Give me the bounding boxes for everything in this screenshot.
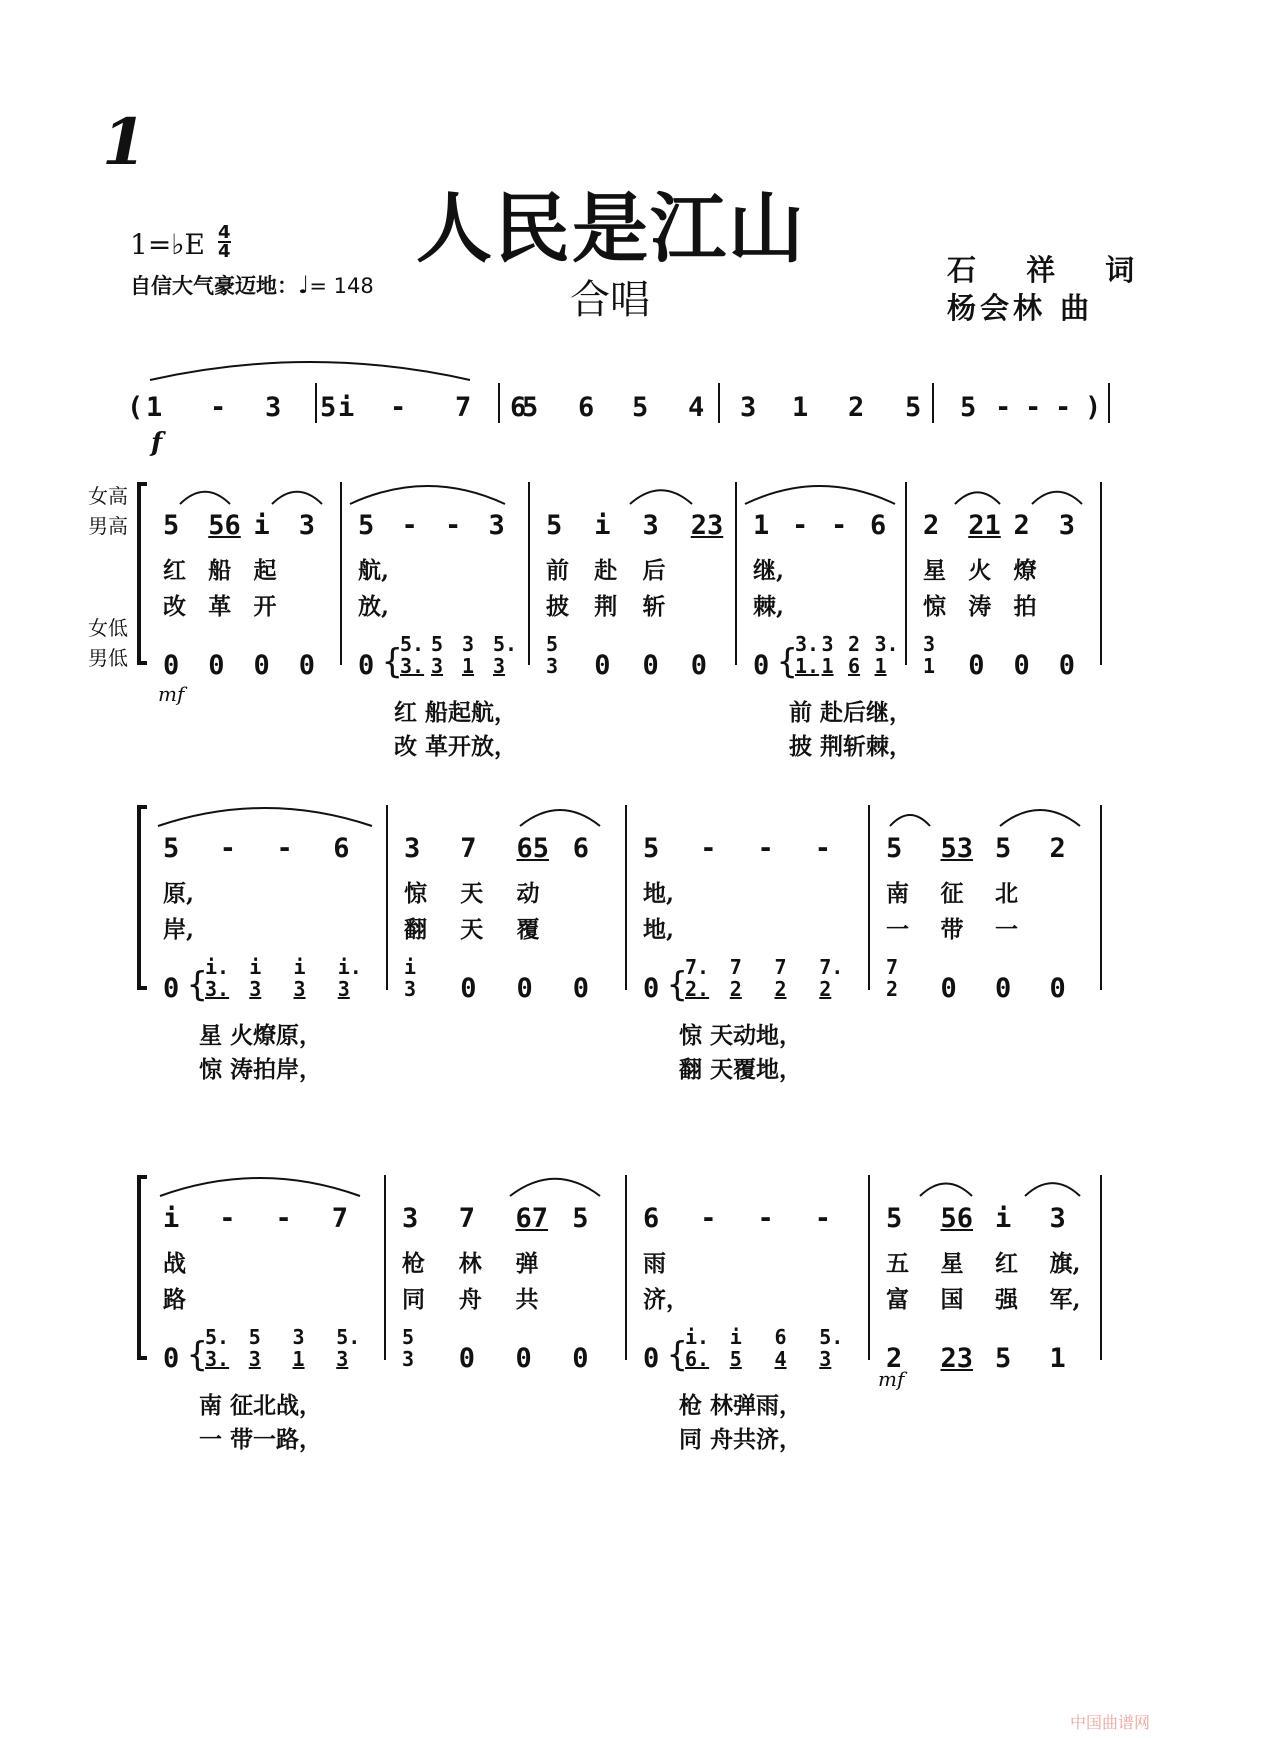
- slur-arc: [630, 490, 692, 504]
- chord-bottom-note: 1: [874, 654, 887, 678]
- chord-brace: {: [667, 965, 688, 1005]
- lyric-verse2: 拍: [1013, 593, 1037, 620]
- slur-arc: [920, 1184, 972, 1197]
- lyric-verse1: 火: [968, 557, 992, 584]
- lyric-verse2: 覆: [516, 916, 540, 943]
- chord-top-note: 3: [462, 632, 475, 656]
- upper-note: -: [445, 510, 462, 541]
- lower-rest: 0: [1013, 650, 1030, 681]
- chord-brace: {: [187, 965, 208, 1005]
- dynamic-mf: mf: [158, 682, 185, 706]
- chord-top-note: 5.: [400, 632, 425, 656]
- chord-bottom-note: 2.: [685, 977, 710, 1001]
- chord-top-note: 5: [431, 632, 444, 656]
- chord-top-note: i.: [685, 1325, 710, 1349]
- chord-bottom-note: 3.: [205, 977, 230, 1001]
- slur-arc: [890, 815, 930, 826]
- lower-rest: 0: [690, 650, 708, 681]
- upper-note: i: [995, 1203, 1012, 1234]
- lyric-verse1: 战: [163, 1250, 186, 1277]
- lyric-verse1: 弹: [515, 1250, 539, 1277]
- chord-bottom-note: 2: [729, 977, 742, 1001]
- upper-note: i: [163, 1203, 180, 1234]
- slur-arc: [180, 492, 230, 504]
- tie-bottom-note: 3: [546, 654, 559, 678]
- slur-arc: [160, 1178, 360, 1196]
- chord-top-note: 6: [774, 1325, 787, 1349]
- upper-note: -: [757, 1203, 774, 1234]
- upper-note: 53: [940, 833, 974, 864]
- upper-note: 6: [333, 833, 350, 864]
- lyric-verse1: 北: [995, 880, 1018, 907]
- chord-bottom-note: 3: [293, 977, 306, 1001]
- chord-top-note: i: [293, 955, 306, 979]
- lyricist-credit: 石 祥 词: [947, 253, 1155, 287]
- intro-open-paren: (: [127, 392, 144, 423]
- upper-note: 6: [870, 510, 887, 541]
- chord-bottom-note: 1: [462, 654, 475, 678]
- upper-note: -: [219, 1203, 236, 1234]
- lower-rest: 0: [1049, 973, 1066, 1004]
- lyric-verse1: 起: [253, 557, 277, 584]
- upper-note: 5: [546, 510, 563, 541]
- chord-top-note: 3: [821, 632, 834, 656]
- upper-note: 67: [515, 1203, 549, 1234]
- lower-rest: 0: [753, 650, 770, 681]
- lower-rest: 0: [163, 1343, 180, 1374]
- tempo-value: = 148: [309, 274, 374, 298]
- page-number: 1: [102, 105, 147, 180]
- slur-arc: [1032, 492, 1082, 504]
- lyric-verse2: 强: [995, 1286, 1018, 1313]
- lyric-verse2: 天: [460, 916, 484, 943]
- lower-rest: 0: [594, 650, 611, 681]
- lyric-verse2: 富: [886, 1286, 909, 1313]
- lyric-verse1: 原,: [163, 880, 195, 907]
- dynamic-f: f: [151, 428, 163, 458]
- lyric-verse2: 翻: [404, 916, 427, 943]
- tie-bottom-note: 1: [923, 654, 936, 678]
- tempo-text: 自信大气豪迈地：: [130, 274, 298, 298]
- lyric-verse1: 红: [995, 1250, 1018, 1277]
- chord-brace: {: [667, 1335, 688, 1375]
- lyric-verse2: 放,: [358, 593, 390, 620]
- lyric-verse1: 星: [923, 557, 946, 584]
- lower-note: 0: [208, 650, 225, 681]
- tie-bottom-note: 3: [402, 1347, 415, 1371]
- chord-bottom-note: 3: [819, 1347, 832, 1371]
- chord-bottom-note: 3: [248, 1347, 261, 1371]
- lower-rest: 0: [515, 1343, 532, 1374]
- lower-note: 2: [886, 1343, 903, 1374]
- chord-top-note: i: [249, 955, 262, 979]
- upper-note: 5: [886, 833, 903, 864]
- chord-bottom-note: 3: [249, 977, 262, 1001]
- slur-arc: [1000, 810, 1080, 826]
- lower-lyric-verse2: 披 荆斩棘，: [789, 733, 913, 760]
- chord-top-note: 5.: [493, 632, 518, 656]
- upper-note: i: [253, 510, 270, 541]
- lyric-verse2: 一: [995, 916, 1018, 943]
- lyric-verse2: 同: [402, 1286, 425, 1313]
- part-label-lower-2: 男低: [88, 646, 128, 670]
- lower-note: 5: [995, 1343, 1012, 1374]
- quarter-note-icon: ♩: [298, 271, 310, 299]
- part-label-upper-2: 男高: [88, 514, 128, 538]
- lower-rest: 0: [995, 973, 1012, 1004]
- song-subtitle: 合唱: [570, 277, 650, 323]
- intro-note: 6: [510, 392, 527, 423]
- lower-lyric-verse2: 一 带一路，: [199, 1426, 323, 1453]
- chord-top-note: 5.: [205, 1325, 230, 1349]
- chord-top-note: 3.: [795, 632, 820, 656]
- intro-note: 1: [146, 392, 163, 423]
- tie-top-note: i: [404, 955, 417, 979]
- upper-note: 3: [488, 510, 505, 541]
- chord-top-note: i.: [205, 955, 230, 979]
- intro-note: 6: [578, 392, 595, 423]
- upper-note: 56: [940, 1203, 974, 1234]
- upper-note: 7: [458, 1203, 476, 1234]
- chord-bottom-note: 3.: [205, 1347, 230, 1371]
- upper-note: 5: [163, 510, 180, 541]
- chord-bottom-note: 3: [493, 654, 506, 678]
- upper-note: 5: [995, 833, 1012, 864]
- lyric-verse1: 五: [886, 1250, 909, 1277]
- lyric-verse1: 地,: [643, 880, 675, 907]
- upper-note: 5: [643, 833, 660, 864]
- chord-bottom-note: 2: [819, 977, 832, 1001]
- tie-top-note: 5: [402, 1325, 415, 1349]
- intro-note: 5: [320, 392, 337, 423]
- lower-rest: 0: [460, 973, 477, 1004]
- upper-note: 3: [404, 833, 421, 864]
- lyric-verse1: 航,: [358, 557, 390, 584]
- time-signature: 4 4: [218, 222, 231, 262]
- lyric-verse1: 雨: [643, 1250, 666, 1277]
- lyric-verse2: 共: [515, 1286, 539, 1313]
- lyric-verse2: 岸,: [163, 916, 195, 943]
- intro-note: 4: [688, 392, 705, 423]
- upper-note: 5: [163, 833, 180, 864]
- chord-bottom-note: 4: [774, 1347, 787, 1371]
- lower-lyric-verse2: 同 舟共济，: [679, 1426, 803, 1453]
- upper-note: 3: [642, 510, 659, 541]
- lyric-verse2: 革: [208, 593, 232, 620]
- lyric-verse1: 红: [163, 557, 186, 584]
- intro-note: -: [995, 392, 1012, 423]
- lyric-verse2: 改: [163, 593, 186, 620]
- intro-note: 5: [905, 392, 922, 423]
- intro-note: 3: [740, 392, 757, 423]
- chord-bottom-note: 3.: [400, 654, 425, 678]
- lyric-verse2: 一: [886, 916, 909, 943]
- lyric-verse1: 前: [546, 557, 569, 584]
- lyric-verse2: 带: [940, 916, 964, 943]
- slur-arc: [510, 1179, 600, 1196]
- upper-note: 5: [572, 1203, 589, 1234]
- chord-bottom-note: 1: [821, 654, 834, 678]
- lyric-verse1: 后: [642, 557, 666, 584]
- chord-top-note: 3.: [874, 632, 899, 656]
- upper-note: 2: [1013, 510, 1030, 541]
- lyric-verse1: 征: [940, 880, 964, 907]
- lower-lyric-verse2: 惊 涛拍岸，: [199, 1056, 323, 1083]
- upper-note: 2: [923, 510, 940, 541]
- chord-bottom-note: 3: [336, 1347, 349, 1371]
- slur-arc: [520, 810, 600, 826]
- chord-brace: {: [187, 1335, 208, 1375]
- lyric-verse2: 涛: [968, 593, 992, 620]
- song-title: 人民是江山: [416, 184, 806, 273]
- lower-lyric-verse1: 星 火燎原，: [199, 1022, 323, 1049]
- lyric-verse1: 赴: [594, 557, 618, 584]
- part-label-upper-1: 女高: [88, 484, 128, 508]
- lower-note: 0: [253, 650, 270, 681]
- tie-bottom-note: 2: [886, 977, 899, 1001]
- chord-bottom-note: 6.: [685, 1347, 710, 1371]
- upper-note: -: [831, 510, 848, 541]
- chord-bottom-note: 2: [774, 977, 787, 1001]
- upper-note: -: [275, 1203, 292, 1234]
- chord-top-note: 5: [248, 1325, 261, 1349]
- upper-note: -: [757, 833, 774, 864]
- upper-note: 21: [968, 510, 1001, 541]
- slur-arc: [1025, 1183, 1080, 1196]
- chord-brace: {: [777, 642, 798, 682]
- lower-rest: 0: [642, 650, 659, 681]
- lower-rest: 0: [163, 973, 180, 1004]
- lower-lyric-verse1: 枪 林弹雨，: [679, 1392, 803, 1419]
- lower-note: 0: [298, 650, 316, 681]
- upper-note: -: [792, 510, 809, 541]
- upper-note: 7: [331, 1203, 349, 1234]
- lyric-verse1: 星: [940, 1250, 964, 1277]
- lyric-verse1: 惊: [404, 880, 427, 907]
- upper-note: -: [700, 833, 717, 864]
- slur-arc: [158, 808, 372, 826]
- upper-note: i: [594, 510, 611, 541]
- upper-note: -: [401, 510, 418, 541]
- lower-rest: 0: [968, 650, 985, 681]
- lower-lyric-verse1: 红 船起航，: [394, 699, 518, 726]
- lyric-verse2: 地,: [643, 916, 675, 943]
- chord-top-note: 7: [774, 955, 787, 979]
- upper-note: -: [814, 1203, 832, 1234]
- lower-rest: 0: [458, 1343, 476, 1374]
- chord-top-note: 3: [292, 1325, 305, 1349]
- intro-note: -: [390, 392, 407, 423]
- lyric-verse1: 林: [458, 1250, 482, 1277]
- lower-note: 0: [163, 650, 180, 681]
- lyric-verse1: 燎: [1013, 557, 1037, 584]
- lower-note: 1: [1049, 1343, 1066, 1374]
- intro-note: -: [1055, 392, 1072, 423]
- intro-note: -: [210, 392, 227, 423]
- lower-lyric-verse2: 改 革开放，: [394, 733, 518, 760]
- part-label-lower-1: 女低: [88, 616, 128, 640]
- upper-note: 65: [516, 833, 550, 864]
- lower-rest: 0: [572, 973, 590, 1004]
- upper-note: 23: [690, 510, 724, 541]
- intro-note: 5: [522, 392, 539, 423]
- slur-arc: [150, 362, 470, 380]
- upper-note: 1: [753, 510, 770, 541]
- intro-note: 7: [455, 392, 472, 423]
- upper-note: 3: [298, 510, 316, 541]
- chord-top-note: 7: [729, 955, 742, 979]
- chord-top-note: 7.: [819, 955, 844, 979]
- upper-note: 56: [208, 510, 241, 541]
- lyric-verse2: 披: [546, 593, 569, 620]
- slur-arc: [955, 492, 1000, 504]
- intro-close-paren: ): [1085, 392, 1102, 423]
- tie-bottom-note: 3: [404, 977, 417, 1001]
- chord-top-note: 7.: [685, 955, 710, 979]
- upper-note: 3: [1058, 510, 1076, 541]
- chord-bottom-note: 1: [292, 1347, 305, 1371]
- lyric-verse1: 旗,: [1049, 1250, 1081, 1277]
- chord-top-note: i.: [337, 955, 362, 979]
- watermark: 中国曲谱网: [1070, 1713, 1151, 1732]
- lyric-verse2: 斩: [642, 593, 666, 620]
- chord-bottom-note: 6: [848, 654, 861, 678]
- lyric-verse2: 国: [940, 1286, 964, 1313]
- chord-top-note: 5.: [819, 1325, 844, 1349]
- lower-rest: 0: [643, 973, 660, 1004]
- upper-note: 6: [643, 1203, 660, 1234]
- lyric-verse1: 继,: [753, 557, 785, 584]
- lyric-verse2: 济，: [643, 1286, 689, 1313]
- upper-note: -: [219, 833, 237, 864]
- lower-rest: 0: [516, 973, 533, 1004]
- lyric-verse1: 南: [886, 880, 909, 907]
- lower-lyric-verse2: 翻 天覆地，: [679, 1056, 803, 1083]
- slur-arc: [745, 486, 895, 504]
- intro-note: 1: [792, 392, 809, 423]
- upper-note: -: [700, 1203, 717, 1234]
- lower-rest: 0: [572, 1343, 589, 1374]
- lyric-verse2: 棘,: [753, 593, 785, 620]
- intro-note: i: [338, 392, 355, 423]
- tie-top-note: 7: [886, 955, 899, 979]
- upper-note: -: [276, 833, 293, 864]
- dynamic-mf: mf: [878, 1367, 905, 1391]
- lyric-verse1: 船: [208, 557, 232, 584]
- chord-brace: {: [382, 642, 403, 682]
- lower-lyric-verse1: 南 征北战，: [199, 1392, 323, 1419]
- intro-note: 3: [265, 392, 282, 423]
- lyric-verse1: 枪: [402, 1250, 425, 1277]
- lyric-verse2: 荆: [594, 593, 618, 620]
- chord-top-note: 5.: [336, 1325, 361, 1349]
- upper-note: 3: [1049, 1203, 1066, 1234]
- lower-rest: 0: [358, 650, 375, 681]
- chord-bottom-note: 1.: [795, 654, 820, 678]
- lyric-verse2: 惊: [923, 593, 946, 620]
- composer-credit: 杨会林 曲: [947, 291, 1094, 325]
- chord-bottom-note: 3: [337, 977, 350, 1001]
- slur-arc: [350, 486, 505, 504]
- chord-top-note: 2: [848, 632, 861, 656]
- intro-note: -: [1025, 392, 1042, 423]
- intro-note: 2: [848, 392, 865, 423]
- lower-lyric-verse1: 惊 天动地，: [679, 1022, 803, 1049]
- chord-bottom-note: 3: [431, 654, 444, 678]
- upper-note: 3: [402, 1203, 419, 1234]
- lyric-verse1: 动: [516, 880, 540, 907]
- upper-note: 5: [358, 510, 375, 541]
- lower-lyric-verse1: 前 赴后继，: [789, 699, 913, 726]
- chord-bottom-note: 5: [729, 1347, 742, 1371]
- slur-arc: [272, 492, 322, 504]
- lower-rest: 0: [940, 973, 957, 1004]
- lyric-verse2: 舟: [458, 1286, 482, 1313]
- tie-top-note: 5: [546, 632, 559, 656]
- lower-rest: 0: [1058, 650, 1076, 681]
- upper-note: 5: [886, 1203, 903, 1234]
- lower-note: 23: [940, 1343, 974, 1374]
- intro-note: 5: [632, 392, 649, 423]
- lyric-verse2: 开: [253, 593, 277, 620]
- upper-note: 6: [572, 833, 590, 864]
- upper-note: 7: [460, 833, 477, 864]
- lyric-verse1: 天: [460, 880, 484, 907]
- tie-top-note: 3: [923, 632, 936, 656]
- lower-rest: 0: [643, 1343, 660, 1374]
- key-signature: 1=♭E: [130, 228, 205, 261]
- chord-top-note: i: [729, 1325, 742, 1349]
- intro-note: 5: [960, 392, 977, 423]
- upper-note: -: [814, 833, 832, 864]
- lyric-verse2: 路: [163, 1286, 186, 1313]
- lyric-verse2: 军,: [1049, 1286, 1081, 1313]
- upper-note: 2: [1049, 833, 1066, 864]
